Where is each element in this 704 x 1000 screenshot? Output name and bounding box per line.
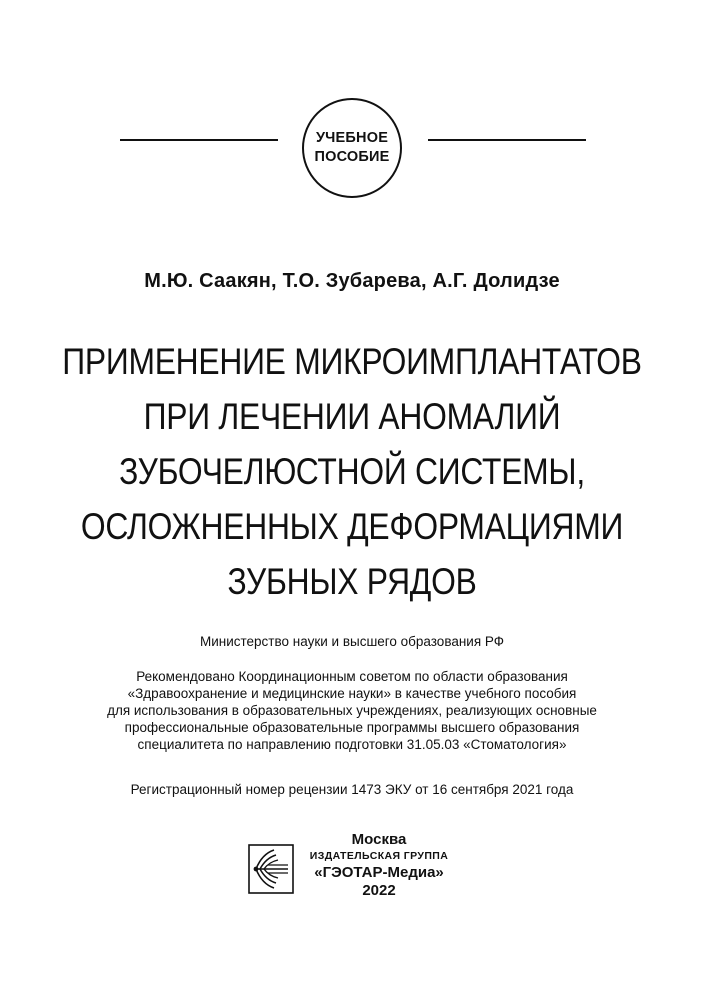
title-line-2: ПРИ ЛЕЧЕНИИ АНОМАЛИЙ [143,396,561,437]
title-line-4: ОСЛОЖНЕННЫХ ДЕФОРМАЦИЯМИ [80,506,624,547]
authors: М.Ю. Саакян, Т.О. Зубарева, А.Г. Долидзе [144,270,560,292]
recommendation-line-4: профессиональные образовательные программы высшего образования [124,720,580,735]
badge-line-1: УЧЕБНОЕ [315,130,389,146]
publisher-text [294,830,464,900]
publisher-name: «ГЭОТАР-Медиа» [314,864,444,881]
publisher-group: ИЗДАТЕЛЬСКАЯ ГРУППА [309,850,449,862]
publisher-city: Москва [351,831,407,848]
badge-right-rule [428,139,586,141]
badge-circle [302,98,402,198]
registration-line: Регистрационный номер рецензии 1473 ЭКУ от 16 сентября 2021 года [130,782,574,797]
title-line-5: ЗУБНЫХ РЯДОВ [227,561,477,602]
recommendation-line-3: для использования в образовательных учреждениях, реализующих основные [107,703,597,718]
recommendation-line-5: специалитета по направлению подготовки 31.05.03 «Стоматология» [137,737,567,752]
title-line-3: ЗУБОЧЕЛЮСТНОЙ СИСТЕМЫ, [119,451,585,492]
badge-left-rule [120,139,278,141]
ministry-line: Министерство науки и высшего образования РФ [199,634,505,649]
edition-badge [0,98,704,198]
recommendation-line-1: Рекомендовано Координационным советом по области образования [136,669,568,684]
recommendation-line-2: «Здравоохранение и медицинские науки» в качестве учебного пособия [127,686,577,701]
title-line-1: ПРИМЕНЕНИЕ МИКРОИМПЛАНТАТОВ [62,341,642,382]
publisher-block [244,830,474,902]
badge-line-2: ПОСОБИЕ [314,149,390,165]
recommendation-block [0,668,704,753]
book-title [49,334,654,609]
geotar-logo-icon [248,844,294,894]
publication-year: 2022 [362,882,396,899]
